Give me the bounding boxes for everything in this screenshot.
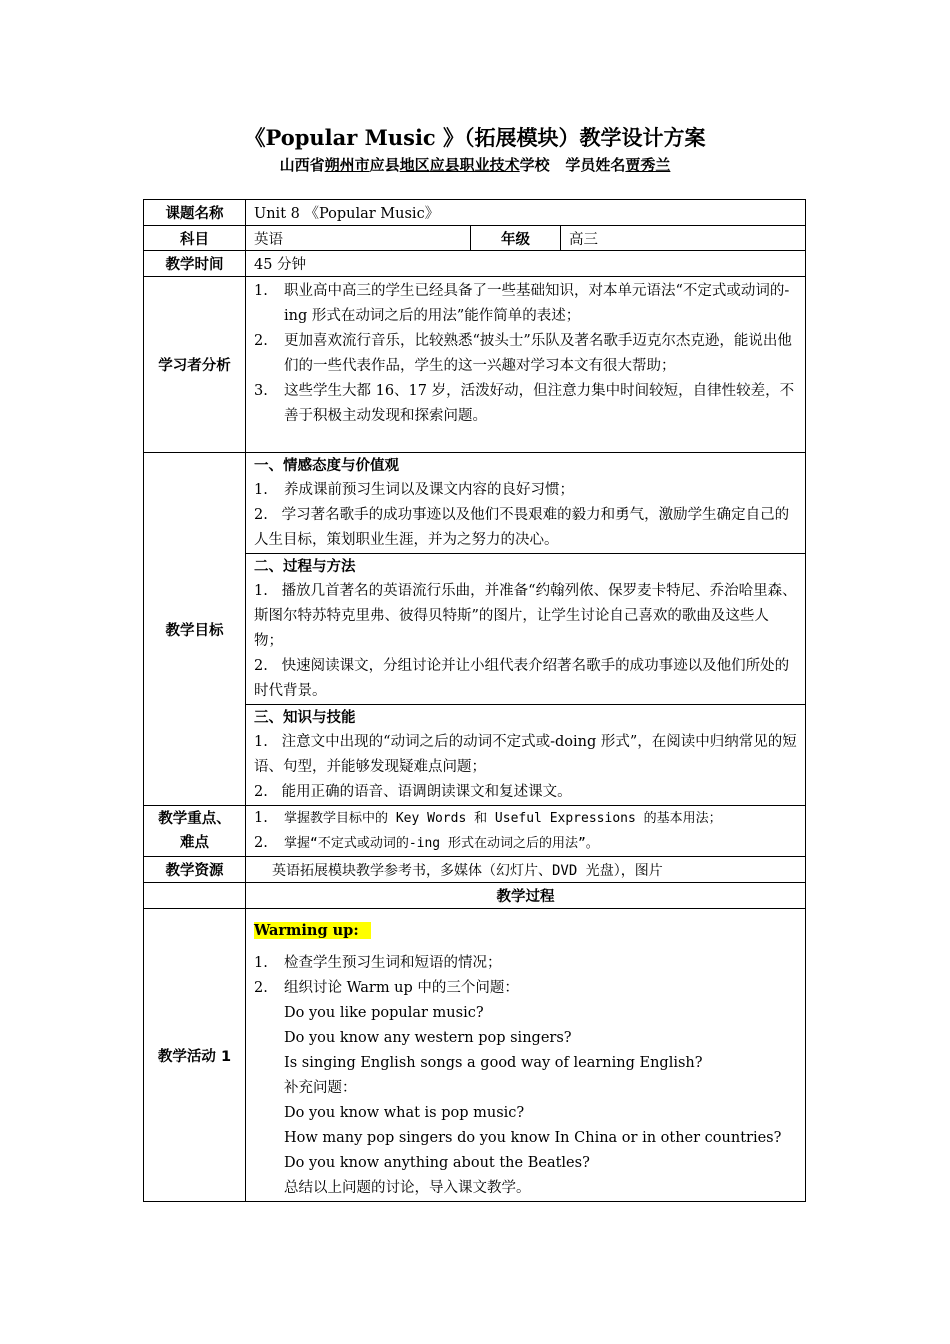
row-resources (144, 857, 806, 883)
subtitle-city: 朔州市 (324, 156, 370, 174)
activity-line: Do you know anything about the Beatles? (284, 1155, 590, 1171)
key-content (246, 806, 806, 857)
subject-label: 科目 (144, 226, 246, 251)
list-item: 1. 职业高中高三的学生已经具备了一些基础知识，对本单元语法“不定式或动词的-ing 形式在动词之后的用法”能作简单的表述； (254, 283, 790, 324)
learner-content (246, 277, 806, 453)
row-learner-analysis (144, 277, 806, 453)
goal-2-heading: 二、过程与方法 (254, 559, 356, 575)
list-item: 2. 快速阅读课文，分组讨论并让小组代表介绍著名歌手的成功事迹以及他们所处的时代背景。 (254, 658, 790, 699)
goal-2-content (246, 554, 806, 705)
subtitle-county: 应县 (369, 156, 400, 174)
list-item: 2. 掌握“不定式或动词的-ing 形式在动词之后的用法”。 (254, 835, 599, 851)
subtitle-name: 贾秀兰 (625, 156, 671, 174)
process-label: 教学过程 (246, 883, 806, 909)
goal-1-content (246, 453, 806, 554)
subtitle-school: 应县职业技术 (429, 156, 520, 174)
learner-label: 学习者分析 (144, 277, 246, 453)
row-topic (144, 200, 806, 226)
activity-line: Do you know any western pop singers? (284, 1030, 572, 1046)
row-subject (144, 226, 806, 251)
list-item: 1. 掌握教学目标中的 Key Words 和 Useful Expressions 的基本用法； (254, 810, 722, 826)
row-goal-1 (144, 453, 806, 554)
activity-line: How many pop singers do you know In China or in other countries? (284, 1130, 782, 1146)
process-empty-cell (144, 883, 246, 909)
resource-label: 教学资源 (144, 857, 246, 883)
row-key-points (144, 806, 806, 857)
list-item: 3. 这些学生大都 16、17 岁，活泼好动，但注意力集中时间较短，自律性较差，不善于积极主动发现和探索问题。 (254, 383, 795, 424)
topic-label: 课题名称 (144, 200, 246, 226)
activity-line: 补充问题： (284, 1080, 357, 1096)
key-label: 教学重点、 难点 (144, 806, 246, 857)
warming-up-label: Warming up: (254, 922, 371, 939)
topic-value: Unit 8 《Popular Music》 (246, 200, 806, 226)
grade-label: 年级 (471, 226, 561, 251)
time-label: 教学时间 (144, 251, 246, 277)
document-title: 《Popular Music 》（拓展模块）教学设计方案 (244, 125, 706, 150)
subtitle-name-label: 学员姓名 (565, 156, 626, 174)
activity-content (246, 909, 806, 1202)
list-item: 2. 组织讨论 Warm up 中的三个问题： (254, 980, 519, 996)
document-subtitle (0, 154, 950, 175)
activity-line: Do you like popular music? (284, 1005, 484, 1021)
list-item: 1. 播放几首著名的英语流行乐曲，并准备“约翰列侬、保罗麦卡特尼、乔治哈里森、斯图尔特苏特克里弗、彼得贝特斯”的图片，让学生讨论自己喜欢的歌曲及这些人物； (254, 583, 797, 649)
list-item: 1. 养成课前预习生词以及课文内容的良好习惯； (254, 482, 574, 498)
subtitle-area: 地区 (399, 156, 430, 174)
activity-line: Do you know what is pop music? (284, 1105, 525, 1121)
time-value: 45 分钟 (246, 251, 806, 277)
list-item: 2. 学习著名歌手的成功事迹以及他们不畏艰难的毅力和勇气，激励学生确定自己的人生目标，策划职业生涯，并为之努力的决心。 (254, 507, 790, 548)
activity-line: Is singing English songs a good way of learning English? (284, 1055, 703, 1071)
goal-1-heading: 一、情感态度与价值观 (254, 458, 399, 474)
list-item: 1. 注意文中出现的“动词之后的动词不定式或-doing 形式”，在阅读中归纳常见的短语、句型，并能够发现疑难点问题； (254, 734, 797, 775)
subtitle-province: 山西省 (279, 156, 325, 174)
list-item: 2. 能用正确的语音、语调朗读课文和复述课文。 (254, 784, 572, 800)
subtitle-school-suffix: 学校 (519, 156, 550, 174)
list-item: 2. 更加喜欢流行音乐，比较熟悉“披头士”乐队及著名歌手迈克尔杰克逊，能说出他们的一些代表作品，学生的这一兴趣对学习本文有很大帮助； (254, 333, 792, 374)
list-item: 1. 检查学生预习生词和短语的情况； (254, 955, 502, 971)
lesson-plan-table (143, 199, 806, 1202)
goals-label: 教学目标 (144, 453, 246, 806)
resource-value: 英语拓展模块教学参考书，多媒体（幻灯片、DVD 光盘），图片 (246, 857, 806, 883)
row-process-header (144, 883, 806, 909)
grade-value: 高三 (561, 226, 806, 251)
goal-3-heading: 三、知识与技能 (254, 710, 356, 726)
activity-line: 总结以上问题的讨论，导入课文教学。 (284, 1180, 531, 1196)
goal-3-content (246, 705, 806, 806)
row-activity-1 (144, 909, 806, 1202)
row-time (144, 251, 806, 277)
subject-value: 英语 (246, 226, 471, 251)
activity-label: 教学活动 1 (144, 909, 246, 1202)
